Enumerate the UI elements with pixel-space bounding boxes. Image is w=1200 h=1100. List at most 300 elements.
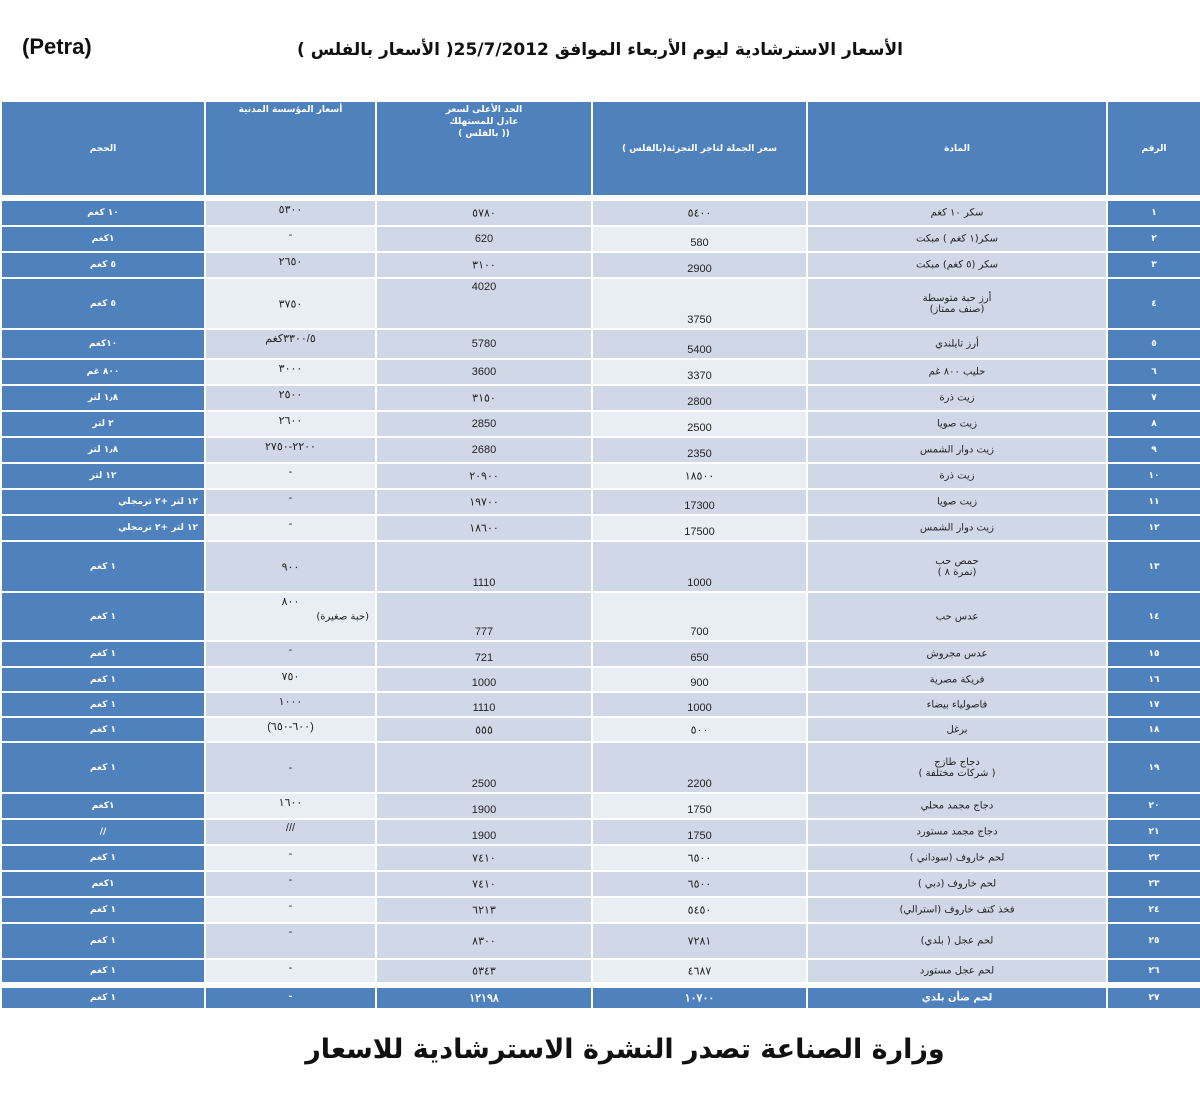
- item-name: زيت صويا: [936, 418, 978, 430]
- max-price-value: ٥٧٨٠: [472, 207, 496, 220]
- cell-civil-price: [205, 463, 376, 489]
- item-subtitle: ( شركات مختلفة ): [918, 767, 996, 779]
- max-price-line-3: ( بالفلس )): [458, 129, 510, 139]
- wholesale-price-value: 650: [690, 652, 709, 664]
- cell-number: [1107, 463, 1200, 489]
- cell-civil-price: [205, 871, 376, 897]
- max-price-value: ٧٤١٠: [472, 852, 496, 865]
- wholesale-price-value: 2800: [687, 396, 712, 408]
- cell-size: [1, 987, 205, 1009]
- item-name: زيت ذرة: [939, 392, 975, 404]
- row-number: ٥: [1151, 339, 1157, 349]
- cell-size: [1, 959, 205, 983]
- cell-item: [807, 411, 1107, 437]
- civil-price-value: -: [288, 926, 293, 938]
- row-number: ٢١: [1148, 827, 1160, 837]
- cell-number: [1107, 226, 1200, 252]
- row-number: ١٠: [1148, 471, 1160, 481]
- cell-civil-price: [205, 692, 376, 717]
- size-value: ٢ لتر: [92, 419, 114, 429]
- cell-size: [1, 641, 205, 667]
- cell-wholesale-price: [592, 641, 807, 667]
- max-price-value: 620: [474, 233, 494, 245]
- max-price-value: ٣١٠٠: [472, 259, 496, 272]
- max-price-value: ١٢١٩٨: [469, 992, 499, 1005]
- cell-civil-price: [205, 959, 376, 983]
- table-row: [1, 200, 1200, 226]
- cell-number: [1107, 793, 1200, 819]
- civil-price-value: ٨٠٠: [281, 596, 300, 608]
- item-name: لحم عجل مستورد: [919, 965, 995, 977]
- cell-civil-price: [205, 437, 376, 463]
- wholesale-price-value: ١٨٥٠٠: [684, 470, 715, 483]
- item-name: أرز حبة متوسطة: [922, 292, 992, 304]
- max-price-value: 2850: [471, 418, 497, 430]
- max-price-value: 1900: [471, 830, 497, 842]
- cell-item: [807, 252, 1107, 278]
- size-value: ١كغم: [91, 879, 115, 889]
- table-row: [1, 541, 1200, 592]
- size-value: ١ كغم: [89, 561, 116, 572]
- cell-civil-price: [205, 845, 376, 871]
- cell-civil-price: [205, 923, 376, 959]
- max-price-value: 2680: [471, 444, 497, 456]
- cell-size: [1, 437, 205, 463]
- cell-max-price: [376, 226, 592, 252]
- civil-price-value: (٦٠٠-٦٥٠): [267, 721, 314, 733]
- footer-caption: وزارة الصناعة تصدر النشرة الاسترشادية للاسعار: [305, 1034, 945, 1065]
- wholesale-price-value: 1000: [687, 702, 712, 714]
- civil-price-value: ٢٢٠٠-٢٧٥٠: [265, 441, 316, 453]
- size-value: ١ كغم: [89, 853, 116, 863]
- table-row: [1, 278, 1200, 329]
- table-row: [1, 987, 1200, 1009]
- cell-item: [807, 489, 1107, 515]
- cell-wholesale-price: [592, 717, 807, 742]
- size-value: ١٫٨ لتر: [87, 393, 119, 403]
- row-number: ٧: [1151, 393, 1157, 403]
- cell-wholesale-price: [592, 411, 807, 437]
- cell-max-price: [376, 667, 592, 692]
- wholesale-price-value: 700: [690, 626, 709, 638]
- wholesale-price-value: 2900: [687, 263, 712, 275]
- max-price-value: 2500: [471, 778, 497, 790]
- max-price-line-2: عادل للمستهلك: [449, 117, 519, 127]
- row-number: ٢٢: [1148, 853, 1160, 863]
- cell-size: [1, 717, 205, 742]
- cell-civil-price: [205, 411, 376, 437]
- size-value: ٥ كغم: [89, 260, 116, 270]
- cell-max-price: [376, 385, 592, 411]
- item-name: حليب ٨٠٠ غم: [928, 366, 986, 378]
- cell-size: [1, 871, 205, 897]
- wholesale-price-value: ٥٤٠٠: [687, 207, 712, 220]
- size-value: ١٠كغم: [88, 339, 118, 349]
- cell-wholesale-price: [592, 897, 807, 923]
- table-header-row: [1, 101, 1200, 196]
- cell-number: [1107, 592, 1200, 641]
- cell-size: [1, 515, 205, 541]
- cell-number: [1107, 819, 1200, 845]
- cell-item: [807, 692, 1107, 717]
- row-number: ١٤: [1148, 611, 1160, 622]
- table-row: [1, 819, 1200, 845]
- cell-max-price: [376, 959, 592, 983]
- cell-wholesale-price: [592, 845, 807, 871]
- max-price-value: ٥٣٤٣: [472, 965, 496, 978]
- max-price-value: 721: [474, 652, 494, 664]
- row-number: ٦: [1151, 367, 1157, 377]
- cell-max-price: [376, 200, 592, 226]
- max-price-value: 1000: [471, 677, 497, 689]
- row-number: ٢٦: [1148, 966, 1160, 976]
- item-name: لحم ضأن بلدي: [921, 992, 993, 1004]
- size-value: ١ كغم: [89, 699, 116, 710]
- table-row: [1, 411, 1200, 437]
- price-table: [0, 100, 1200, 1010]
- cell-civil-price: [205, 200, 376, 226]
- size-value: ١ كغم: [89, 611, 116, 622]
- table-row: [1, 385, 1200, 411]
- wholesale-price-value: 2200: [687, 778, 712, 790]
- max-price-value: 777: [474, 626, 494, 638]
- cell-max-price: [376, 819, 592, 845]
- wholesale-price-value: 1750: [687, 830, 712, 842]
- cell-max-price: [376, 742, 592, 793]
- wholesale-price-value: 580: [690, 237, 709, 249]
- max-price-value: 1110: [472, 702, 496, 714]
- column-header-civil-prices: أسعار المؤسسة المدنية: [205, 101, 376, 196]
- item-name: لحم خاروف (دبي ): [917, 878, 997, 890]
- wholesale-price-value: 3750: [687, 314, 712, 326]
- cell-size: [1, 489, 205, 515]
- size-value: ١ كغم: [89, 674, 116, 685]
- cell-number: [1107, 987, 1200, 1009]
- cell-max-price: [376, 278, 592, 329]
- cell-civil-price: [205, 385, 376, 411]
- size-value: ١٠ كغم: [87, 208, 119, 218]
- table-row: [1, 437, 1200, 463]
- cell-max-price: [376, 987, 592, 1009]
- size-value: ٥ كغم: [89, 298, 116, 309]
- item-name: برغل: [946, 724, 968, 735]
- cell-number: [1107, 515, 1200, 541]
- table-row: [1, 959, 1200, 983]
- cell-max-price: [376, 793, 592, 819]
- table-row: [1, 692, 1200, 717]
- cell-item: [807, 959, 1107, 983]
- civil-price-value: -: [288, 761, 293, 774]
- table-row: [1, 667, 1200, 692]
- cell-wholesale-price: [592, 793, 807, 819]
- row-number: ٩: [1151, 445, 1157, 455]
- civil-price-value: ٣٠٠٠: [278, 363, 303, 375]
- table-row: [1, 252, 1200, 278]
- wholesale-price-value: 17300: [684, 500, 715, 512]
- wholesale-price-value: 1000: [687, 577, 712, 589]
- max-price-value: 1900: [471, 804, 497, 816]
- cell-number: [1107, 385, 1200, 411]
- cell-civil-price: [205, 329, 376, 359]
- table-row: [1, 489, 1200, 515]
- cell-number: [1107, 717, 1200, 742]
- row-number: ١١: [1148, 497, 1160, 507]
- cell-number: [1107, 923, 1200, 959]
- table-row: [1, 845, 1200, 871]
- cell-civil-price: [205, 359, 376, 385]
- cell-size: [1, 742, 205, 793]
- price-table-container: [0, 100, 1200, 1010]
- page-title: الأسعار الاسترشادية ليوم الأربعاء الموافق 25/7/2012( الأسعار بالفلس ): [297, 40, 903, 60]
- size-value: ١كغم: [91, 801, 115, 811]
- cell-item: [807, 793, 1107, 819]
- row-number: ٢٣: [1148, 879, 1160, 889]
- civil-price-value: -: [288, 518, 293, 530]
- cell-number: [1107, 278, 1200, 329]
- cell-item: [807, 717, 1107, 742]
- item-name: سكر (٥ كغم) مبكت: [915, 259, 999, 271]
- max-price-value: ٣١٥٠: [472, 392, 496, 405]
- item-name: لحم خاروف (سوداني ): [909, 852, 1005, 864]
- wholesale-price-value: ٥٠٠: [690, 724, 709, 736]
- cell-size: [1, 692, 205, 717]
- cell-wholesale-price: [592, 200, 807, 226]
- cell-wholesale-price: [592, 692, 807, 717]
- cell-wholesale-price: [592, 987, 807, 1009]
- civil-price-note: (حبة صغيرة): [316, 611, 369, 622]
- max-price-value: ٥٥٥: [475, 724, 493, 736]
- cell-size: [1, 793, 205, 819]
- cell-item: [807, 226, 1107, 252]
- cell-max-price: [376, 437, 592, 463]
- item-name: فاصولياء بيضاء: [926, 699, 988, 710]
- item-name: سكر ١٠ كغم: [930, 207, 984, 219]
- row-number: ١٢: [1148, 523, 1160, 533]
- cell-max-price: [376, 923, 592, 959]
- civil-price-value: -: [288, 900, 293, 912]
- cell-max-price: [376, 717, 592, 742]
- cell-number: [1107, 411, 1200, 437]
- row-number: ١٣: [1148, 561, 1160, 572]
- cell-size: [1, 252, 205, 278]
- civil-price-value: ٢٦٠٠: [278, 415, 303, 427]
- cell-wholesale-price: [592, 385, 807, 411]
- table-row: [1, 923, 1200, 959]
- size-value: ١ كغم: [89, 762, 116, 773]
- civil-price-value: -: [288, 962, 293, 974]
- wholesale-price-value: 2500: [687, 422, 712, 434]
- cell-item: [807, 641, 1107, 667]
- cell-item: [807, 923, 1107, 959]
- cell-max-price: [376, 515, 592, 541]
- civil-price-value: ٥٣٠٠: [278, 204, 303, 216]
- cell-number: [1107, 252, 1200, 278]
- civil-price-value: -: [288, 229, 293, 241]
- cell-size: [1, 385, 205, 411]
- cell-size: [1, 541, 205, 592]
- cell-civil-price: [205, 541, 376, 592]
- cell-number: [1107, 489, 1200, 515]
- cell-max-price: [376, 329, 592, 359]
- column-header-size: الحجم: [1, 101, 205, 196]
- cell-wholesale-price: [592, 667, 807, 692]
- item-subtitle: (صنف ممتاز): [929, 303, 985, 315]
- cell-max-price: [376, 845, 592, 871]
- row-number: ٤: [1151, 298, 1157, 309]
- wholesale-price-value: 17500: [684, 526, 715, 538]
- size-value: ١ كغم: [89, 905, 116, 915]
- cell-item: [807, 871, 1107, 897]
- cell-number: [1107, 359, 1200, 385]
- cell-number: [1107, 897, 1200, 923]
- cell-number: [1107, 742, 1200, 793]
- table-row: [1, 897, 1200, 923]
- cell-wholesale-price: [592, 359, 807, 385]
- size-value: ١ كغم: [89, 649, 116, 659]
- cell-wholesale-price: [592, 252, 807, 278]
- cell-number: [1107, 329, 1200, 359]
- size-value: ١٢ لتر: [89, 471, 117, 481]
- civil-price-value: -: [288, 874, 293, 886]
- max-price-line-1: الحد الأعلى لسعر: [445, 105, 523, 115]
- table-row: [1, 793, 1200, 819]
- cell-number: [1107, 845, 1200, 871]
- cell-civil-price: [205, 742, 376, 793]
- cell-max-price: [376, 359, 592, 385]
- column-header-item: المادة: [807, 101, 1107, 196]
- wholesale-price-value: ١٠٧٠٠: [684, 992, 715, 1005]
- cell-number: [1107, 200, 1200, 226]
- civil-price-value: -: [288, 492, 293, 504]
- cell-wholesale-price: [592, 742, 807, 793]
- size-value: ١ كغم: [89, 966, 116, 976]
- cell-wholesale-price: [592, 226, 807, 252]
- row-number: ١٩: [1148, 762, 1160, 773]
- max-price-value: 1110: [472, 577, 496, 589]
- wholesale-price-value: ٦٥٠٠: [687, 878, 712, 891]
- cell-wholesale-price: [592, 489, 807, 515]
- row-number: ٣: [1151, 260, 1157, 270]
- size-value: ١كغم: [91, 234, 115, 244]
- cell-item: [807, 667, 1107, 692]
- item-name: دجاج طازج: [934, 756, 980, 768]
- table-row: [1, 871, 1200, 897]
- table-row: [1, 515, 1200, 541]
- cell-number: [1107, 959, 1200, 983]
- cell-size: [1, 329, 205, 359]
- max-price-value: 5780: [471, 338, 497, 350]
- table-row: [1, 463, 1200, 489]
- column-header-wholesale: سعر الجملة لتاجر التجزئة(بالفلس ): [592, 101, 807, 196]
- cell-size: [1, 845, 205, 871]
- cell-civil-price: [205, 987, 376, 1009]
- wholesale-price-value: ٤٦٨٧: [687, 965, 712, 978]
- cell-number: [1107, 541, 1200, 592]
- row-number: ١٧: [1148, 699, 1160, 710]
- civil-price-value: ٣٣٠٠/٥كغم: [265, 333, 316, 345]
- size-value: ١ كغم: [89, 724, 116, 735]
- cell-max-price: [376, 411, 592, 437]
- civil-price-value: ١٠٠٠: [278, 696, 303, 708]
- cell-civil-price: [205, 252, 376, 278]
- civil-price-value: -: [288, 848, 293, 860]
- row-number: ١٨: [1148, 724, 1160, 735]
- size-value: ٨٠٠ غم: [86, 367, 120, 377]
- wholesale-price-value: 3370: [687, 370, 712, 382]
- cell-civil-price: [205, 819, 376, 845]
- item-name: عدس مجروش: [926, 648, 988, 660]
- wholesale-price-value: ٥٤٥٠: [687, 904, 712, 917]
- wholesale-price-value: 2350: [687, 448, 712, 460]
- cell-size: [1, 819, 205, 845]
- civil-price-value: ///: [285, 822, 296, 834]
- cell-max-price: [376, 692, 592, 717]
- item-name: حمص حب: [935, 555, 979, 567]
- cell-civil-price: [205, 897, 376, 923]
- size-value: ١٫٨ لتر: [87, 445, 119, 455]
- cell-item: [807, 987, 1107, 1009]
- civil-price-value: ٢٥٠٠: [278, 389, 303, 401]
- cell-size: [1, 897, 205, 923]
- cell-item: [807, 897, 1107, 923]
- cell-civil-price: [205, 793, 376, 819]
- item-name: لحم عجل ( بلدي): [920, 935, 994, 947]
- civil-price-value: ٧٥٠: [281, 671, 300, 683]
- cell-civil-price: [205, 278, 376, 329]
- cell-max-price: [376, 541, 592, 592]
- cell-civil-price: [205, 226, 376, 252]
- item-name: زيت صويا: [936, 496, 978, 508]
- cell-number: [1107, 692, 1200, 717]
- item-subtitle: (نمرة ٨ ): [937, 566, 977, 578]
- cell-item: [807, 278, 1107, 329]
- column-header-max-price: [376, 101, 592, 196]
- cell-number: [1107, 641, 1200, 667]
- cell-civil-price: [205, 592, 376, 641]
- wholesale-price-value: 900: [690, 677, 709, 689]
- max-price-value: 3600: [471, 366, 497, 378]
- max-price-value: ٢٠٩٠٠: [469, 470, 499, 483]
- civil-price-value: -: [288, 466, 293, 478]
- cell-item: [807, 592, 1107, 641]
- wholesale-price-value: 5400: [687, 344, 712, 356]
- row-number: ١: [1151, 208, 1157, 218]
- cell-wholesale-price: [592, 871, 807, 897]
- table-row: [1, 742, 1200, 793]
- item-name: دجاج مجمد محلي: [920, 800, 994, 812]
- cell-max-price: [376, 641, 592, 667]
- size-value: ١٢ لتر +٢ ترمجلي: [118, 497, 198, 507]
- table-body: [1, 200, 1200, 1009]
- item-name: عدس حب: [935, 611, 979, 622]
- cell-max-price: [376, 463, 592, 489]
- max-price-value: 4020: [471, 281, 497, 293]
- size-value: ١ كغم: [89, 993, 116, 1003]
- cell-max-price: [376, 592, 592, 641]
- cell-max-price: [376, 489, 592, 515]
- cell-civil-price: [205, 641, 376, 667]
- cell-max-price: [376, 871, 592, 897]
- table-row: [1, 359, 1200, 385]
- cell-civil-price: [205, 489, 376, 515]
- item-name: فخذ كتف خاروف (استرالي): [899, 904, 1015, 916]
- item-name: زيت دوار الشمس: [920, 444, 994, 456]
- civil-price-value: ١٦٠٠: [278, 797, 303, 809]
- size-value: ١٢ لتر +٢ ترمجلي: [118, 523, 198, 533]
- max-price-value: ٦٢١٣: [472, 904, 496, 917]
- civil-price-value: ٣٧٥٠: [278, 298, 303, 310]
- row-number: ٢٤: [1148, 905, 1160, 915]
